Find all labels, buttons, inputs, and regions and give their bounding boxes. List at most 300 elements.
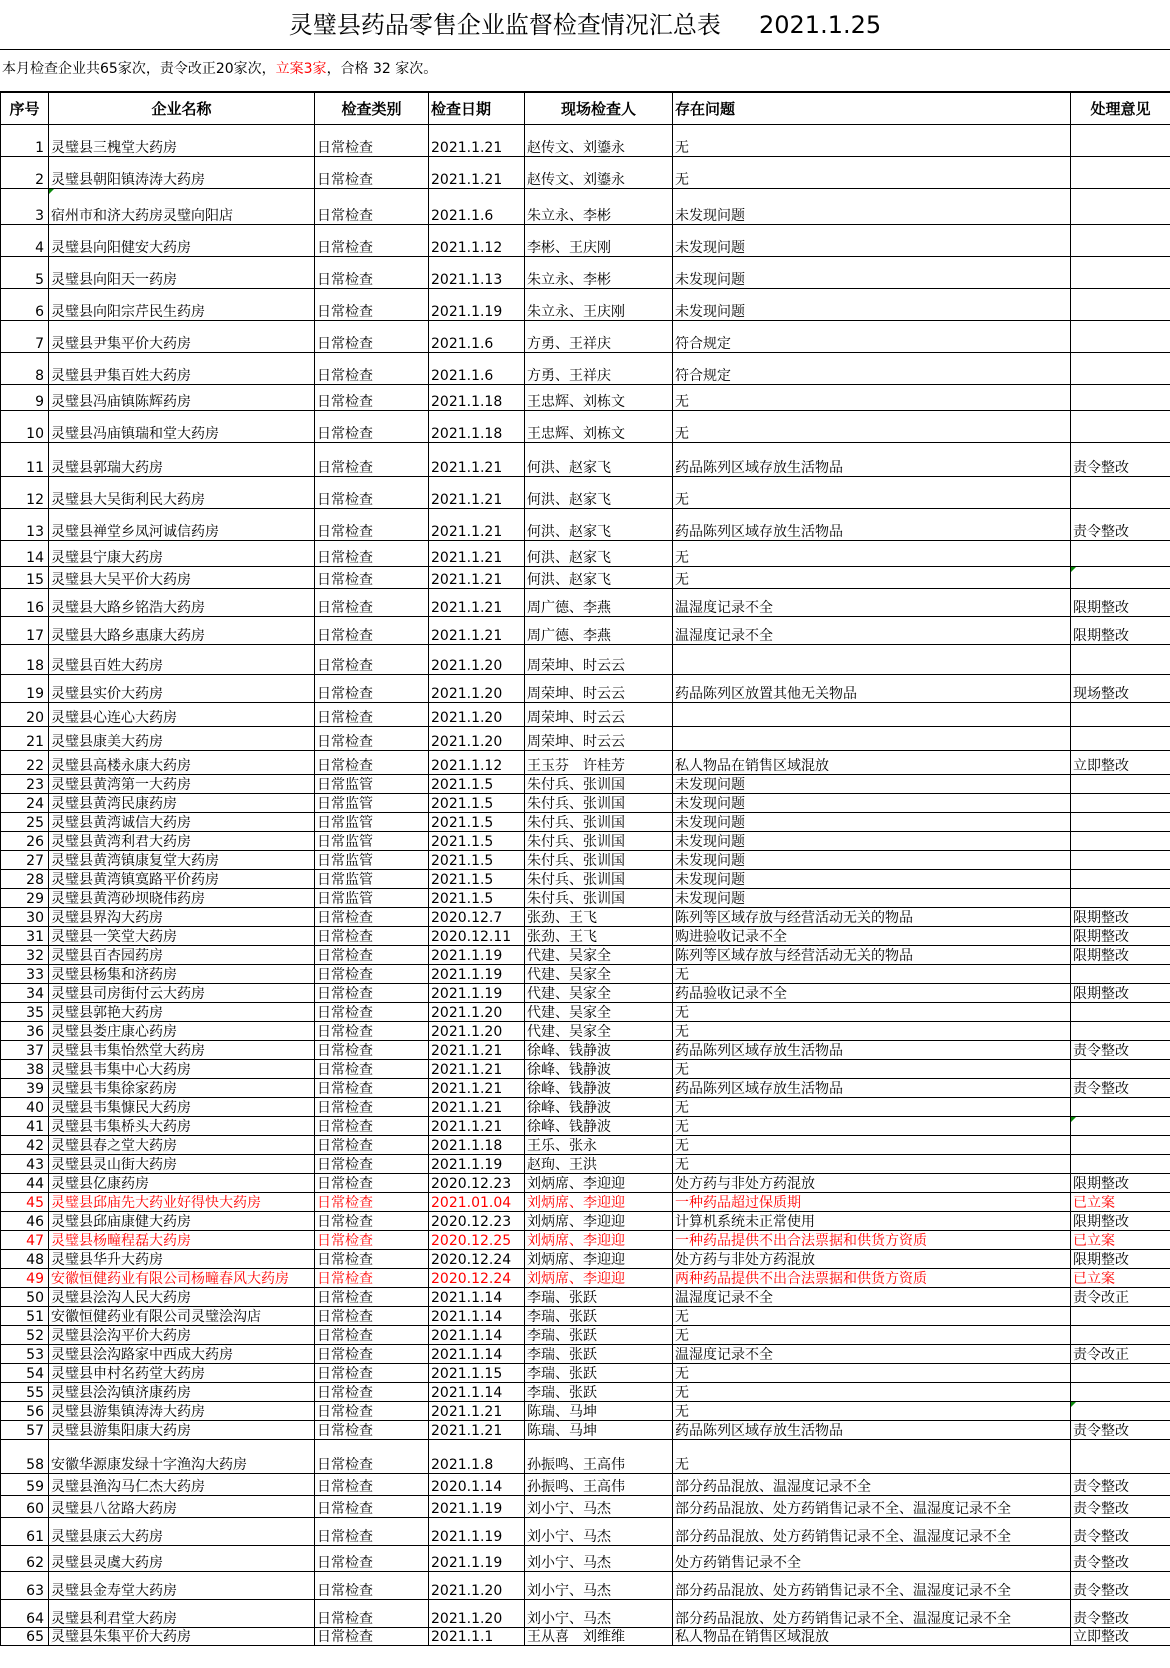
cell-no[interactable] — [1, 813, 49, 832]
cell-type[interactable] — [315, 1098, 429, 1117]
cell-type[interactable] — [315, 1600, 429, 1628]
cell-issue[interactable] — [673, 1041, 1071, 1060]
cell-inspector[interactable] — [525, 965, 673, 984]
cell-date[interactable] — [429, 1250, 525, 1269]
cell-no[interactable] — [1, 965, 49, 984]
cell-type[interactable] — [315, 1496, 429, 1518]
cell-action[interactable] — [1071, 1326, 1170, 1345]
cell-no[interactable] — [1, 125, 49, 157]
cell-inspector[interactable] — [525, 1041, 673, 1060]
cell-type[interactable] — [315, 567, 429, 589]
cell-action[interactable] — [1071, 257, 1170, 289]
cell-type[interactable] — [315, 751, 429, 775]
cell-name[interactable] — [49, 1572, 315, 1600]
cell-date[interactable] — [429, 794, 525, 813]
cell-action[interactable] — [1071, 1572, 1170, 1600]
cell-type[interactable] — [315, 794, 429, 813]
cell-inspector[interactable] — [525, 703, 673, 727]
cell-date[interactable] — [429, 851, 525, 870]
cell-date[interactable] — [429, 541, 525, 567]
cell-date[interactable] — [429, 477, 525, 509]
cell-inspector[interactable] — [525, 509, 673, 541]
cell-inspector[interactable] — [525, 1572, 673, 1600]
cell-inspector[interactable] — [525, 889, 673, 908]
cell-no[interactable] — [1, 1628, 49, 1646]
cell-no[interactable] — [1, 1546, 49, 1572]
cell-issue[interactable] — [673, 157, 1071, 189]
cell-name[interactable] — [49, 1022, 315, 1041]
cell-name[interactable] — [49, 1174, 315, 1193]
cell-date[interactable] — [429, 353, 525, 385]
cell-date[interactable] — [429, 1364, 525, 1383]
cell-action[interactable] — [1071, 1174, 1170, 1193]
cell-type[interactable] — [315, 443, 429, 477]
cell-issue[interactable] — [673, 1628, 1071, 1646]
cell-no[interactable] — [1, 1518, 49, 1546]
cell-inspector[interactable] — [525, 1496, 673, 1518]
cell-issue[interactable] — [673, 1440, 1071, 1474]
cell-issue[interactable] — [673, 1307, 1071, 1326]
cell-issue[interactable] — [673, 1193, 1071, 1212]
cell-no[interactable] — [1, 1572, 49, 1600]
cell-name[interactable] — [49, 870, 315, 889]
cell-issue[interactable] — [673, 775, 1071, 794]
cell-issue[interactable] — [673, 832, 1071, 851]
cell-inspector[interactable] — [525, 189, 673, 225]
cell-issue[interactable] — [673, 443, 1071, 477]
cell-issue[interactable] — [673, 751, 1071, 775]
cell-name[interactable] — [49, 443, 315, 477]
cell-action[interactable] — [1071, 965, 1170, 984]
cell-type[interactable] — [315, 1383, 429, 1402]
cell-type[interactable] — [315, 1174, 429, 1193]
cell-inspector[interactable] — [525, 1440, 673, 1474]
cell-inspector[interactable] — [525, 984, 673, 1003]
cell-type[interactable] — [315, 125, 429, 157]
cell-date[interactable] — [429, 225, 525, 257]
cell-date[interactable] — [429, 645, 525, 675]
cell-type[interactable] — [315, 775, 429, 794]
cell-issue[interactable] — [673, 385, 1071, 411]
cell-date[interactable] — [429, 984, 525, 1003]
cell-action[interactable] — [1071, 1269, 1170, 1288]
cell-no[interactable] — [1, 1041, 49, 1060]
cell-no[interactable] — [1, 289, 49, 321]
cell-type[interactable] — [315, 813, 429, 832]
cell-date[interactable] — [429, 1345, 525, 1364]
cell-date[interactable] — [429, 751, 525, 775]
cell-action[interactable] — [1071, 675, 1170, 703]
cell-type[interactable] — [315, 1345, 429, 1364]
cell-type[interactable] — [315, 1041, 429, 1060]
cell-date[interactable] — [429, 1307, 525, 1326]
cell-action[interactable] — [1071, 1212, 1170, 1231]
cell-name[interactable] — [49, 225, 315, 257]
cell-inspector[interactable] — [525, 1231, 673, 1250]
cell-no[interactable] — [1, 189, 49, 225]
cell-action[interactable] — [1071, 289, 1170, 321]
cell-date[interactable] — [429, 1572, 525, 1600]
cell-no[interactable] — [1, 794, 49, 813]
cell-inspector[interactable] — [525, 1518, 673, 1546]
cell-no[interactable] — [1, 1098, 49, 1117]
cell-issue[interactable] — [673, 125, 1071, 157]
cell-action[interactable] — [1071, 1041, 1170, 1060]
cell-name[interactable] — [49, 353, 315, 385]
cell-inspector[interactable] — [525, 1193, 673, 1212]
cell-action[interactable] — [1071, 1421, 1170, 1440]
cell-action[interactable] — [1071, 1003, 1170, 1022]
cell-name[interactable] — [49, 1041, 315, 1060]
cell-name[interactable] — [49, 589, 315, 617]
cell-date[interactable] — [429, 1155, 525, 1174]
cell-issue[interactable] — [673, 1600, 1071, 1628]
cell-action[interactable] — [1071, 1098, 1170, 1117]
cell-no[interactable] — [1, 1155, 49, 1174]
cell-inspector[interactable] — [525, 411, 673, 443]
cell-no[interactable] — [1, 751, 49, 775]
cell-action[interactable] — [1071, 832, 1170, 851]
cell-no[interactable] — [1, 1288, 49, 1307]
cell-inspector[interactable] — [525, 946, 673, 965]
cell-name[interactable] — [49, 645, 315, 675]
cell-action[interactable] — [1071, 870, 1170, 889]
cell-name[interactable] — [49, 889, 315, 908]
cell-issue[interactable] — [673, 851, 1071, 870]
cell-no[interactable] — [1, 321, 49, 353]
cell-action[interactable] — [1071, 1155, 1170, 1174]
cell-inspector[interactable] — [525, 908, 673, 927]
cell-action[interactable] — [1071, 477, 1170, 509]
cell-name[interactable] — [49, 1546, 315, 1572]
cell-action[interactable] — [1071, 541, 1170, 567]
cell-name[interactable] — [49, 851, 315, 870]
cell-action[interactable] — [1071, 794, 1170, 813]
cell-action[interactable] — [1071, 1288, 1170, 1307]
cell-inspector[interactable] — [525, 1060, 673, 1079]
cell-inspector[interactable] — [525, 541, 673, 567]
cell-action[interactable] — [1071, 946, 1170, 965]
cell-action[interactable] — [1071, 1193, 1170, 1212]
cell-inspector[interactable] — [525, 927, 673, 946]
cell-date[interactable] — [429, 1117, 525, 1136]
cell-issue[interactable] — [673, 1383, 1071, 1402]
cell-action[interactable] — [1071, 1518, 1170, 1546]
cell-issue[interactable] — [673, 477, 1071, 509]
cell-name[interactable] — [49, 813, 315, 832]
cell-no[interactable] — [1, 411, 49, 443]
cell-issue[interactable] — [673, 1231, 1071, 1250]
cell-no[interactable] — [1, 1269, 49, 1288]
cell-no[interactable] — [1, 775, 49, 794]
cell-type[interactable] — [315, 257, 429, 289]
cell-no[interactable] — [1, 541, 49, 567]
cell-type[interactable] — [315, 1364, 429, 1383]
cell-date[interactable] — [429, 289, 525, 321]
cell-type[interactable] — [315, 1212, 429, 1231]
cell-name[interactable] — [49, 1098, 315, 1117]
cell-action[interactable] — [1071, 984, 1170, 1003]
cell-date[interactable] — [429, 1060, 525, 1079]
cell-action[interactable] — [1071, 1345, 1170, 1364]
cell-inspector[interactable] — [525, 1212, 673, 1231]
cell-inspector[interactable] — [525, 385, 673, 411]
cell-issue[interactable] — [673, 1098, 1071, 1117]
cell-issue[interactable] — [673, 1474, 1071, 1496]
cell-type[interactable] — [315, 157, 429, 189]
cell-type[interactable] — [315, 1288, 429, 1307]
cell-name[interactable] — [49, 832, 315, 851]
cell-name[interactable] — [49, 1383, 315, 1402]
cell-date[interactable] — [429, 1600, 525, 1628]
cell-action[interactable] — [1071, 927, 1170, 946]
cell-inspector[interactable] — [525, 1474, 673, 1496]
cell-issue[interactable] — [673, 813, 1071, 832]
cell-date[interactable] — [429, 889, 525, 908]
cell-date[interactable] — [429, 703, 525, 727]
cell-type[interactable] — [315, 1250, 429, 1269]
cell-type[interactable] — [315, 541, 429, 567]
cell-name[interactable] — [49, 1193, 315, 1212]
cell-no[interactable] — [1, 589, 49, 617]
cell-date[interactable] — [429, 257, 525, 289]
cell-name[interactable] — [49, 1345, 315, 1364]
cell-type[interactable] — [315, 189, 429, 225]
cell-inspector[interactable] — [525, 289, 673, 321]
cell-inspector[interactable] — [525, 775, 673, 794]
cell-type[interactable] — [315, 927, 429, 946]
cell-action[interactable] — [1071, 321, 1170, 353]
cell-no[interactable] — [1, 870, 49, 889]
cell-inspector[interactable] — [525, 1269, 673, 1288]
cell-no[interactable] — [1, 1022, 49, 1041]
cell-action[interactable] — [1071, 703, 1170, 727]
cell-inspector[interactable] — [525, 617, 673, 645]
cell-issue[interactable] — [673, 1022, 1071, 1041]
cell-type[interactable] — [315, 1421, 429, 1440]
cell-name[interactable] — [49, 1496, 315, 1518]
cell-action[interactable] — [1071, 443, 1170, 477]
cell-issue[interactable] — [673, 1345, 1071, 1364]
cell-action[interactable] — [1071, 1546, 1170, 1572]
cell-issue[interactable] — [673, 1003, 1071, 1022]
cell-no[interactable] — [1, 946, 49, 965]
cell-type[interactable] — [315, 984, 429, 1003]
cell-date[interactable] — [429, 675, 525, 703]
cell-no[interactable] — [1, 567, 49, 589]
cell-no[interactable] — [1, 1307, 49, 1326]
cell-no[interactable] — [1, 1402, 49, 1421]
cell-action[interactable] — [1071, 889, 1170, 908]
cell-type[interactable] — [315, 289, 429, 321]
cell-date[interactable] — [429, 1383, 525, 1402]
cell-date[interactable] — [429, 946, 525, 965]
cell-inspector[interactable] — [525, 794, 673, 813]
cell-inspector[interactable] — [525, 1402, 673, 1421]
cell-inspector[interactable] — [525, 321, 673, 353]
cell-name[interactable] — [49, 1003, 315, 1022]
cell-issue[interactable] — [673, 1250, 1071, 1269]
cell-action[interactable] — [1071, 353, 1170, 385]
cell-action[interactable] — [1071, 157, 1170, 189]
cell-name[interactable] — [49, 385, 315, 411]
cell-type[interactable] — [315, 645, 429, 675]
cell-issue[interactable] — [673, 567, 1071, 589]
cell-type[interactable] — [315, 946, 429, 965]
cell-action[interactable] — [1071, 509, 1170, 541]
cell-no[interactable] — [1, 851, 49, 870]
cell-name[interactable] — [49, 257, 315, 289]
cell-name[interactable] — [49, 125, 315, 157]
cell-action[interactable] — [1071, 1402, 1170, 1421]
cell-name[interactable] — [49, 1231, 315, 1250]
cell-name[interactable] — [49, 1421, 315, 1440]
cell-date[interactable] — [429, 189, 525, 225]
cell-inspector[interactable] — [525, 157, 673, 189]
cell-no[interactable] — [1, 703, 49, 727]
cell-name[interactable] — [49, 509, 315, 541]
cell-type[interactable] — [315, 1231, 429, 1250]
cell-action[interactable] — [1071, 1022, 1170, 1041]
cell-inspector[interactable] — [525, 1250, 673, 1269]
cell-inspector[interactable] — [525, 1364, 673, 1383]
cell-issue[interactable] — [673, 225, 1071, 257]
cell-issue[interactable] — [673, 1546, 1071, 1572]
cell-date[interactable] — [429, 1174, 525, 1193]
cell-name[interactable] — [49, 908, 315, 927]
cell-issue[interactable] — [673, 1155, 1071, 1174]
cell-type[interactable] — [315, 1402, 429, 1421]
cell-issue[interactable] — [673, 589, 1071, 617]
cell-date[interactable] — [429, 965, 525, 984]
cell-type[interactable] — [315, 509, 429, 541]
cell-date[interactable] — [429, 832, 525, 851]
cell-inspector[interactable] — [525, 1117, 673, 1136]
cell-type[interactable] — [315, 1060, 429, 1079]
cell-action[interactable] — [1071, 1250, 1170, 1269]
cell-action[interactable] — [1071, 775, 1170, 794]
cell-issue[interactable] — [673, 541, 1071, 567]
cell-action[interactable] — [1071, 1231, 1170, 1250]
cell-issue[interactable] — [673, 870, 1071, 889]
cell-name[interactable] — [49, 1079, 315, 1098]
cell-action[interactable] — [1071, 617, 1170, 645]
cell-name[interactable] — [49, 617, 315, 645]
cell-inspector[interactable] — [525, 1546, 673, 1572]
cell-inspector[interactable] — [525, 1326, 673, 1345]
cell-name[interactable] — [49, 321, 315, 353]
cell-issue[interactable] — [673, 794, 1071, 813]
cell-name[interactable] — [49, 751, 315, 775]
cell-issue[interactable] — [673, 908, 1071, 927]
cell-name[interactable] — [49, 794, 315, 813]
cell-issue[interactable] — [673, 189, 1071, 225]
cell-no[interactable] — [1, 1212, 49, 1231]
cell-date[interactable] — [429, 125, 525, 157]
cell-type[interactable] — [315, 1572, 429, 1600]
cell-name[interactable] — [49, 927, 315, 946]
cell-action[interactable] — [1071, 1117, 1170, 1136]
cell-date[interactable] — [429, 1440, 525, 1474]
cell-issue[interactable] — [673, 1572, 1071, 1600]
cell-no[interactable] — [1, 353, 49, 385]
cell-type[interactable] — [315, 1136, 429, 1155]
cell-name[interactable] — [49, 675, 315, 703]
cell-date[interactable] — [429, 157, 525, 189]
cell-no[interactable] — [1, 509, 49, 541]
cell-date[interactable] — [429, 617, 525, 645]
cell-type[interactable] — [315, 1307, 429, 1326]
cell-action[interactable] — [1071, 645, 1170, 675]
cell-inspector[interactable] — [525, 832, 673, 851]
cell-issue[interactable] — [673, 257, 1071, 289]
cell-issue[interactable] — [673, 1174, 1071, 1193]
cell-no[interactable] — [1, 1326, 49, 1345]
cell-date[interactable] — [429, 1269, 525, 1288]
cell-name[interactable] — [49, 1307, 315, 1326]
cell-no[interactable] — [1, 908, 49, 927]
cell-action[interactable] — [1071, 908, 1170, 927]
cell-no[interactable] — [1, 1600, 49, 1628]
cell-action[interactable] — [1071, 1600, 1170, 1628]
cell-name[interactable] — [49, 703, 315, 727]
cell-name[interactable] — [49, 1117, 315, 1136]
cell-issue[interactable] — [673, 1079, 1071, 1098]
cell-issue[interactable] — [673, 1421, 1071, 1440]
cell-date[interactable] — [429, 1212, 525, 1231]
cell-action[interactable] — [1071, 589, 1170, 617]
cell-issue[interactable] — [673, 321, 1071, 353]
cell-no[interactable] — [1, 832, 49, 851]
cell-no[interactable] — [1, 225, 49, 257]
cell-no[interactable] — [1, 1003, 49, 1022]
cell-name[interactable] — [49, 411, 315, 443]
cell-name[interactable] — [49, 1440, 315, 1474]
cell-name[interactable] — [49, 1136, 315, 1155]
cell-name[interactable] — [49, 1600, 315, 1628]
cell-inspector[interactable] — [525, 1628, 673, 1646]
cell-name[interactable] — [49, 289, 315, 321]
cell-name[interactable] — [49, 1060, 315, 1079]
cell-no[interactable] — [1, 1231, 49, 1250]
cell-inspector[interactable] — [525, 589, 673, 617]
cell-no[interactable] — [1, 1060, 49, 1079]
cell-no[interactable] — [1, 1383, 49, 1402]
cell-inspector[interactable] — [525, 257, 673, 289]
cell-no[interactable] — [1, 927, 49, 946]
cell-inspector[interactable] — [525, 1155, 673, 1174]
cell-action[interactable] — [1071, 189, 1170, 225]
cell-action[interactable] — [1071, 411, 1170, 443]
cell-action[interactable] — [1071, 813, 1170, 832]
cell-name[interactable] — [49, 1288, 315, 1307]
cell-issue[interactable] — [673, 645, 1071, 675]
cell-inspector[interactable] — [525, 851, 673, 870]
cell-issue[interactable] — [673, 703, 1071, 727]
cell-issue[interactable] — [673, 927, 1071, 946]
cell-action[interactable] — [1071, 1496, 1170, 1518]
cell-name[interactable] — [49, 775, 315, 794]
cell-type[interactable] — [315, 1628, 429, 1646]
cell-issue[interactable] — [673, 617, 1071, 645]
cell-name[interactable] — [49, 984, 315, 1003]
cell-issue[interactable] — [673, 727, 1071, 751]
cell-name[interactable] — [49, 946, 315, 965]
cell-name[interactable] — [49, 1364, 315, 1383]
cell-issue[interactable] — [673, 1060, 1071, 1079]
cell-issue[interactable] — [673, 353, 1071, 385]
cell-date[interactable] — [429, 1003, 525, 1022]
